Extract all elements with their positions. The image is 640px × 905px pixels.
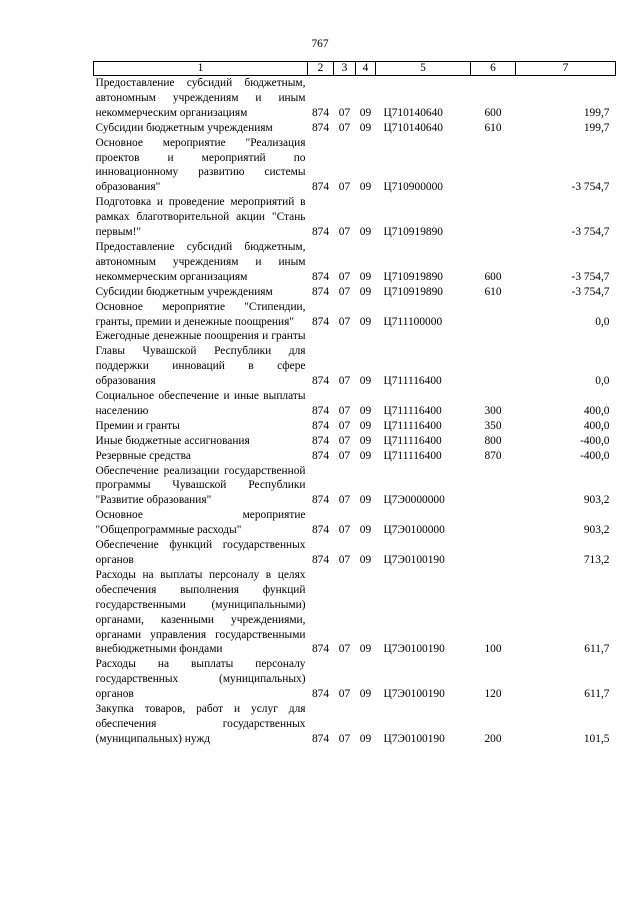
- row-name: Обеспечение реализации государственной программы Чувашской Республики "Развитие образования": [95, 464, 306, 507]
- row-col-4: 09: [359, 688, 372, 701]
- page-number: 767: [311, 38, 329, 50]
- row-name: Основное мероприятие "Стипендии, гранты, премии и денежные поощрения": [95, 300, 306, 328]
- row-col-4: 09: [359, 226, 372, 239]
- row-col-3: 07: [338, 732, 351, 745]
- row-col-7: -400,0: [580, 434, 610, 447]
- row-col-5: Ц710919890: [383, 226, 443, 239]
- row-col-2: 874: [311, 419, 330, 432]
- table-row: [94, 136, 616, 196]
- row-col-2: 874: [311, 554, 330, 566]
- row-name: Предоставление субсидий бюджетным, автономным учреждениям и иным некоммерческим организациям: [95, 240, 306, 283]
- table-row: [94, 285, 616, 300]
- row-col-6: 300: [484, 404, 502, 417]
- row-col-4: 09: [359, 434, 372, 447]
- row-col-3: 07: [338, 315, 351, 328]
- row-col-5: Ц7Э0100190: [383, 688, 445, 701]
- row-col-6: 120: [484, 688, 502, 701]
- table-row: [94, 419, 616, 434]
- row-col-2: 874: [311, 404, 330, 417]
- row-name: Социальное обеспечение и иные выплаты населению: [95, 390, 306, 417]
- row-col-6: [471, 508, 516, 538]
- row-col-6: [471, 136, 516, 196]
- row-col-7: 199,7: [583, 121, 610, 134]
- row-col-3: 07: [338, 404, 351, 417]
- table-row: [94, 702, 616, 747]
- row-col-6: 870: [484, 449, 502, 462]
- table-row: [94, 568, 616, 657]
- row-col-6: 100: [484, 643, 502, 656]
- table-row: [94, 434, 616, 449]
- row-col-6: 610: [484, 285, 502, 298]
- row-col-3: 07: [338, 449, 351, 462]
- row-col-7: 101,5: [583, 732, 610, 745]
- table-row: [94, 464, 616, 509]
- row-col-3: 07: [338, 270, 351, 283]
- row-col-5: Ц711116400: [383, 375, 442, 388]
- header-col-4: 4: [356, 62, 376, 76]
- row-col-4: 09: [359, 270, 372, 283]
- row-col-5: Ц7Э0100190: [383, 732, 445, 745]
- row-name: Основное мероприятие "Общепрограммные расходы": [95, 509, 306, 537]
- row-col-7: 713,2: [583, 554, 610, 566]
- row-col-5: Ц711100000: [383, 315, 443, 328]
- row-name: Закупка товаров, работ и услуг для обеспечения государственных (муниципальных) нужд: [95, 703, 306, 745]
- row-name: Основное мероприятие "Реализация проектов и мероприятий по инновационному развитию системы образования": [95, 136, 306, 194]
- header-col-5: 5: [376, 62, 471, 76]
- row-col-4: 09: [359, 554, 372, 566]
- row-col-6: [471, 195, 516, 240]
- row-col-7: 0,0: [595, 375, 610, 388]
- row-col-2: 874: [311, 121, 330, 134]
- row-col-2: 874: [311, 449, 330, 462]
- row-name: Расходы на выплаты персоналу государственных (муниципальных) органов: [95, 658, 306, 701]
- row-col-4: 09: [359, 181, 372, 194]
- row-col-6: [471, 464, 516, 509]
- row-name: Подготовка и проведение мероприятий в рамках благотворительной акции "Стань первым!": [95, 196, 306, 239]
- row-col-2: 874: [311, 270, 330, 283]
- row-col-3: 07: [338, 106, 351, 119]
- row-col-7: 903,2: [583, 524, 610, 537]
- row-col-6: 350: [484, 419, 502, 432]
- row-col-2: 874: [311, 181, 330, 194]
- header-col-6: 6: [471, 62, 516, 76]
- row-col-4: 09: [359, 106, 372, 119]
- row-col-7: 903,2: [583, 494, 610, 507]
- header-col-7: 7: [516, 62, 616, 76]
- header-col-3: 3: [334, 62, 356, 76]
- row-col-4: 09: [359, 732, 372, 745]
- table-row: [94, 538, 616, 568]
- row-col-2: 874: [311, 285, 330, 298]
- row-col-4: 09: [359, 419, 372, 432]
- row-col-2: 874: [311, 434, 330, 447]
- row-col-6: 610: [484, 121, 502, 134]
- row-col-7: -3 754,7: [571, 285, 610, 298]
- row-col-3: 07: [338, 121, 351, 134]
- row-col-5: Ц7Э0100190: [383, 643, 445, 656]
- row-name: Предоставление субсидий бюджетным, автономным учреждениям и иным некоммерческим организациям: [95, 77, 306, 119]
- row-col-7: -400,0: [580, 449, 610, 462]
- row-col-6: [471, 538, 516, 568]
- row-col-7: 199,7: [583, 106, 610, 119]
- row-col-4: 09: [359, 375, 372, 388]
- table-body: [94, 76, 616, 747]
- row-col-2: 874: [311, 732, 330, 745]
- row-col-2: 874: [311, 688, 330, 701]
- row-name: Премии и гранты: [95, 419, 180, 432]
- row-col-5: Ц710919890: [383, 285, 443, 298]
- row-col-3: 07: [338, 285, 351, 298]
- row-col-4: 09: [359, 121, 372, 134]
- row-col-6: 600: [484, 270, 502, 283]
- row-col-4: 09: [359, 315, 372, 328]
- row-col-3: 07: [338, 434, 351, 447]
- table-row: [94, 300, 616, 330]
- row-name: Иные бюджетные ассигнования: [95, 434, 250, 447]
- row-col-3: 07: [338, 688, 351, 701]
- table-row: [94, 329, 616, 389]
- row-col-5: Ц710919890: [383, 270, 443, 283]
- row-col-5: Ц711116400: [383, 449, 442, 462]
- table-row: [94, 76, 616, 121]
- row-name: Обеспечение функций государственных органов: [95, 539, 306, 566]
- table-row: [94, 195, 616, 240]
- row-col-4: 09: [359, 404, 372, 417]
- row-col-4: 09: [359, 494, 372, 507]
- row-col-6: 600: [484, 106, 502, 119]
- row-col-2: 874: [311, 315, 330, 328]
- row-col-5: Ц711116400: [383, 419, 442, 432]
- row-col-2: 874: [311, 226, 330, 239]
- row-name: Субсидии бюджетным учреждениям: [95, 121, 273, 134]
- row-col-3: 07: [338, 494, 351, 507]
- row-col-7: -3 754,7: [571, 270, 610, 283]
- row-name: Расходы на выплаты персоналу в целях обеспечения выполнения функций государственными (муниципальными) органами, казенными учреждениями, органами управления государственными внебюджетными фондами: [95, 568, 306, 656]
- header-row: [94, 62, 616, 76]
- row-col-4: 09: [359, 285, 372, 298]
- table-row: [94, 389, 616, 419]
- row-col-6: 800: [484, 434, 502, 447]
- row-name: Ежегодные денежные поощрения и гранты Главы Чувашской Республики для поддержки инноваций в сфере образования: [95, 330, 306, 388]
- row-col-4: 09: [359, 643, 372, 656]
- row-col-2: 874: [311, 106, 330, 119]
- header-col-1: 1: [94, 62, 308, 76]
- row-col-3: 07: [338, 554, 351, 566]
- row-col-7: 611,7: [584, 643, 610, 656]
- row-name: Резервные средства: [95, 449, 191, 462]
- row-col-7: 400,0: [583, 404, 610, 417]
- row-col-3: 07: [338, 226, 351, 239]
- row-name: Субсидии бюджетным учреждениям: [95, 285, 273, 298]
- header-col-2: 2: [308, 62, 334, 76]
- table-row: [94, 240, 616, 285]
- row-col-5: Ц710140640: [383, 106, 443, 119]
- table-header: [94, 62, 616, 76]
- row-col-7: 0,0: [595, 315, 610, 328]
- row-col-5: Ц7Э0100000: [383, 524, 445, 537]
- row-col-7: -3 754,7: [571, 181, 610, 194]
- table-row: [94, 449, 616, 464]
- row-col-2: 874: [311, 524, 330, 537]
- row-col-3: 07: [338, 181, 351, 194]
- row-col-2: 874: [311, 643, 330, 656]
- row-col-3: 07: [338, 419, 351, 432]
- table-row: [94, 121, 616, 136]
- table-row: [94, 508, 616, 538]
- table-row: [94, 657, 616, 702]
- row-col-2: 874: [311, 375, 330, 388]
- row-col-6: [471, 329, 516, 389]
- row-col-4: 09: [359, 524, 372, 537]
- row-col-3: 07: [338, 643, 351, 656]
- row-col-5: Ц710140640: [383, 121, 443, 134]
- row-col-6: 200: [484, 732, 502, 745]
- row-col-5: Ц7Э0100190: [383, 554, 445, 566]
- budget-table: [93, 61, 616, 747]
- row-col-5: Ц7Э0000000: [383, 494, 445, 507]
- row-col-7: 400,0: [583, 419, 610, 432]
- row-col-7: -3 754,7: [571, 226, 610, 239]
- row-col-4: 09: [359, 449, 372, 462]
- row-col-5: Ц711116400: [383, 404, 442, 417]
- row-col-7: 611,7: [584, 688, 610, 701]
- row-col-3: 07: [338, 524, 351, 537]
- row-col-2: 874: [311, 494, 330, 507]
- row-col-5: Ц711116400: [383, 434, 442, 447]
- row-col-6: [471, 300, 516, 330]
- row-col-5: Ц710900000: [383, 181, 443, 194]
- row-col-3: 07: [338, 375, 351, 388]
